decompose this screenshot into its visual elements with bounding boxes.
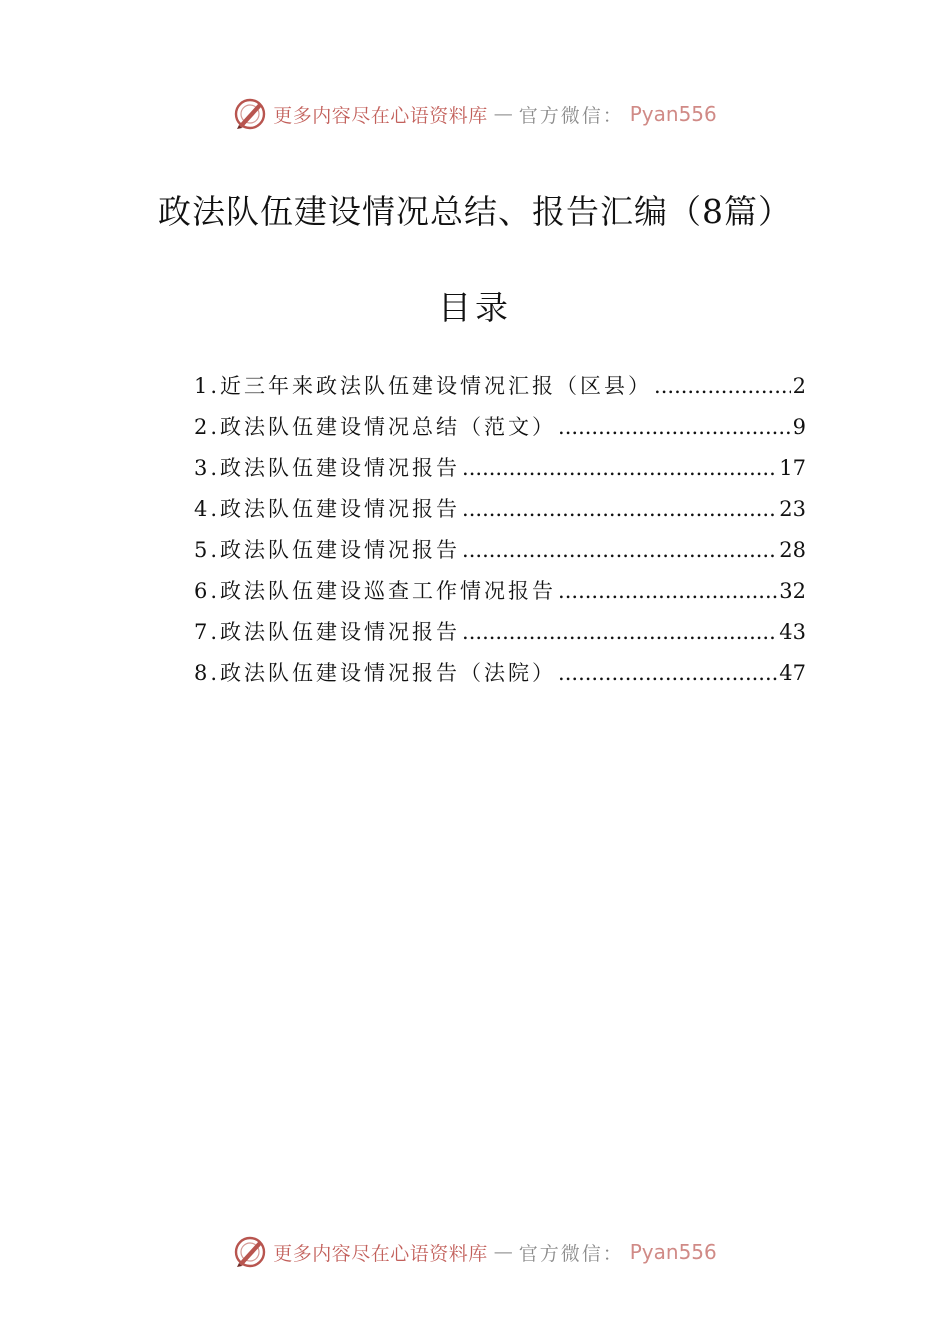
toc-dot-leader (462, 620, 777, 644)
toc-entry-label: 7.政法队伍建设情况报告 (194, 620, 461, 644)
toc-entry-page: 17 (779, 456, 806, 480)
toc-entry-page: 2 (792, 374, 806, 398)
toc-entry[interactable] (194, 493, 806, 534)
toc-dot-leader (558, 415, 791, 439)
banner-dash: — (493, 103, 513, 125)
toc-dot-leader (462, 538, 777, 562)
toc-entry-page: 47 (779, 661, 806, 685)
toc-entry-page: 32 (779, 579, 806, 603)
toc-entry-page: 28 (779, 538, 806, 562)
banner-content (233, 97, 717, 131)
toc-entry-label: 3.政法队伍建设情况报告 (194, 456, 461, 480)
toc-dot-leader (558, 661, 777, 685)
banner-official-label: 官方微信： (518, 1242, 624, 1265)
header-banner (0, 94, 950, 134)
toc-entry[interactable] (194, 575, 806, 616)
toc-entry-page: 9 (792, 415, 806, 439)
banner-official-label: 官方微信： (518, 104, 624, 127)
toc-entry[interactable] (194, 411, 806, 452)
pen-seal-icon (233, 1235, 267, 1269)
toc-entry-label: 2.政法队伍建设情况总结（范文） (194, 415, 557, 439)
toc-entry-label: 5.政法队伍建设情况报告 (194, 538, 461, 562)
toc-entry[interactable] (194, 370, 806, 411)
toc-entry-label: 4.政法队伍建设情况报告 (194, 497, 461, 521)
toc-dot-leader (558, 579, 777, 603)
toc-entry[interactable] (194, 616, 806, 657)
pen-seal-icon (233, 97, 267, 131)
banner-wechat-id: Pyan556 (629, 1240, 717, 1264)
banner-content (233, 1235, 717, 1269)
banner-dash: — (493, 1241, 513, 1263)
toc-dot-leader (462, 497, 777, 521)
toc-entry[interactable] (194, 657, 806, 698)
banner-wechat-id: Pyan556 (629, 102, 717, 126)
toc-dot-leader (462, 456, 777, 480)
banner-brand-text: 更多内容尽在心语资料库 (273, 104, 488, 127)
footer-banner (0, 1232, 950, 1272)
toc-entry-page: 43 (779, 620, 806, 644)
toc-entry-page: 23 (779, 497, 806, 521)
table-of-contents (194, 370, 806, 698)
toc-dot-leader (654, 374, 791, 398)
toc-entry-label: 1.近三年来政法队伍建设情况汇报（区县） (194, 374, 653, 398)
banner-brand-text: 更多内容尽在心语资料库 (273, 1242, 488, 1265)
toc-entry[interactable] (194, 452, 806, 493)
toc-entry-label: 8.政法队伍建设情况报告（法院） (194, 661, 557, 685)
toc-entry[interactable] (194, 534, 806, 575)
toc-heading: 目录 (438, 288, 512, 327)
document-title: 政法队伍建设情况总结、报告汇编（8篇） (158, 192, 792, 231)
toc-entry-label: 6.政法队伍建设巡查工作情况报告 (194, 579, 557, 603)
